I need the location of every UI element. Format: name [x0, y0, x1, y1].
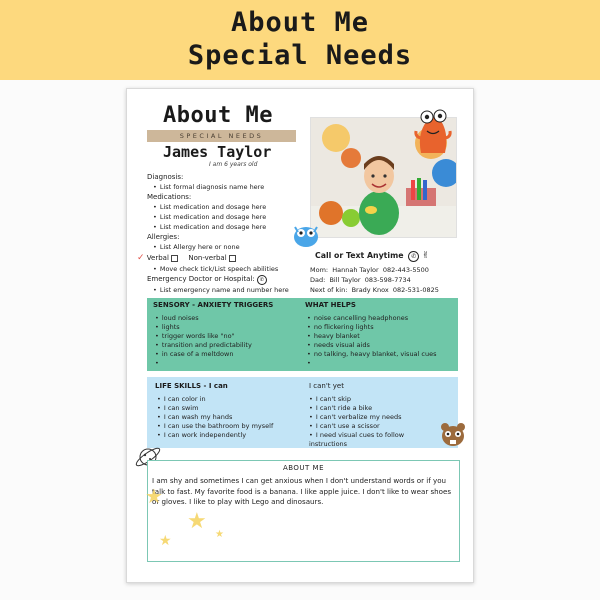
helps-item: • needs visual aids [307, 341, 370, 349]
sheet-title: About Me [163, 103, 273, 128]
star-icon: ★ [159, 533, 172, 549]
trigger-item: • in case of a meltdown [155, 350, 233, 358]
phone-icon: ✆ [408, 251, 419, 262]
about-me-title: ABOUT ME [282, 464, 325, 472]
helps-item: • no talking, heavy blanket, visual cues [307, 350, 437, 358]
contact-row: Mom: Hannah Taylor 082-443-5500 [310, 266, 429, 274]
star-icon: ★ [215, 529, 224, 540]
cant-item: • I can't skip [309, 395, 351, 403]
banner-title-line2: Special Needs [187, 40, 413, 71]
can-item: • I can color in [157, 395, 206, 403]
verbal-checkbox[interactable] [171, 255, 178, 262]
star-icon: ★ [145, 484, 163, 508]
speech-note: • Move check tick/List speech abilities [153, 265, 278, 273]
sensory-section [147, 298, 458, 371]
trigger-item: • transition and predictability [155, 341, 252, 349]
can-item: • I can swim [157, 404, 198, 412]
phone-icon: ✆ [257, 275, 267, 285]
sensory-title: SENSORY - ANXIETY TRIGGERS [153, 301, 274, 309]
what-helps-title: WHAT HELPS [305, 301, 356, 309]
cant-item: • I can't use a scissor [309, 422, 380, 430]
cant-item: • I can't verbalize my needs [309, 413, 402, 421]
diagnosis-item: • List formal diagnosis name here [153, 183, 264, 191]
helps-item: • no flickering lights [307, 323, 374, 331]
contact-row: Next of kin: Brady Knox 082-531-0825 [310, 286, 439, 294]
helps-item: • noise cancelling headphones [307, 314, 408, 322]
hands-icon: ✌ [421, 251, 430, 261]
blue-monster-icon [289, 219, 323, 253]
check-icon: ✓ [137, 253, 145, 263]
child-name: James Taylor [163, 143, 272, 161]
nonverbal-label: Non-verbal [188, 254, 227, 262]
special-needs-label: SPECIAL NEEDS [147, 130, 296, 142]
can-item: • I can use the bathroom by myself [157, 422, 273, 430]
life-skills-title: LIFE SKILLS - I can [155, 382, 228, 390]
verbal-label: Verbal [146, 254, 169, 262]
cant-item: • I can't ride a bike [309, 404, 372, 412]
nonverbal-checkbox[interactable] [229, 255, 236, 262]
helps-item [307, 359, 314, 367]
cant-yet-title: I can't yet [309, 382, 344, 390]
medication-item: • List medication and dosage here [153, 213, 266, 221]
medications-label: Medications: [147, 193, 192, 201]
banner-title-line1: About Me [230, 7, 370, 38]
helps-item: • heavy blanket [307, 332, 360, 340]
medication-item: • List medication and dosage here [153, 223, 266, 231]
star-icon: ★ [187, 509, 207, 534]
allergies-label: Allergies: [147, 233, 180, 241]
diagnosis-label: Diagnosis: [147, 173, 184, 181]
call-anytime-label: Call or Text Anytime ✆ ✌ [315, 251, 430, 261]
trigger-item: • trigger words like "no" [155, 332, 235, 340]
banner [0, 0, 600, 80]
emergency-item: • List emergency name and number here [153, 286, 289, 294]
beaver-icon [437, 419, 469, 453]
about-me-sheet [126, 88, 474, 583]
life-skills-section [147, 377, 458, 448]
monster-sticker-icon [413, 103, 453, 161]
emergency-label: Emergency Doctor or Hospital: ✆ [147, 275, 267, 285]
trigger-item: • loud noises [155, 314, 199, 322]
medication-item: • List medication and dosage here [153, 203, 266, 211]
child-age: I am 6 years old [209, 161, 258, 168]
allergy-item: • List Allergy here or none [153, 243, 240, 251]
can-item: • I can work independently [157, 431, 246, 439]
trigger-item: • lights [155, 323, 180, 331]
trigger-item [155, 359, 162, 367]
verbal-row [137, 253, 236, 263]
about-me-text: I am shy and sometimes I can get anxious when I don't understand words or if you talk to fast. My favorite food is a banana. I like apple juice. I don't like to wear shoes or gloves. I like to play with Lego and dinosaurs. [152, 476, 452, 506]
can-item: • I can wash my hands [157, 413, 232, 421]
contact-row: Dad: Bill Taylor 083-598-7734 [310, 276, 411, 284]
cant-item: • I need visual cues to follow instructions [309, 431, 419, 449]
